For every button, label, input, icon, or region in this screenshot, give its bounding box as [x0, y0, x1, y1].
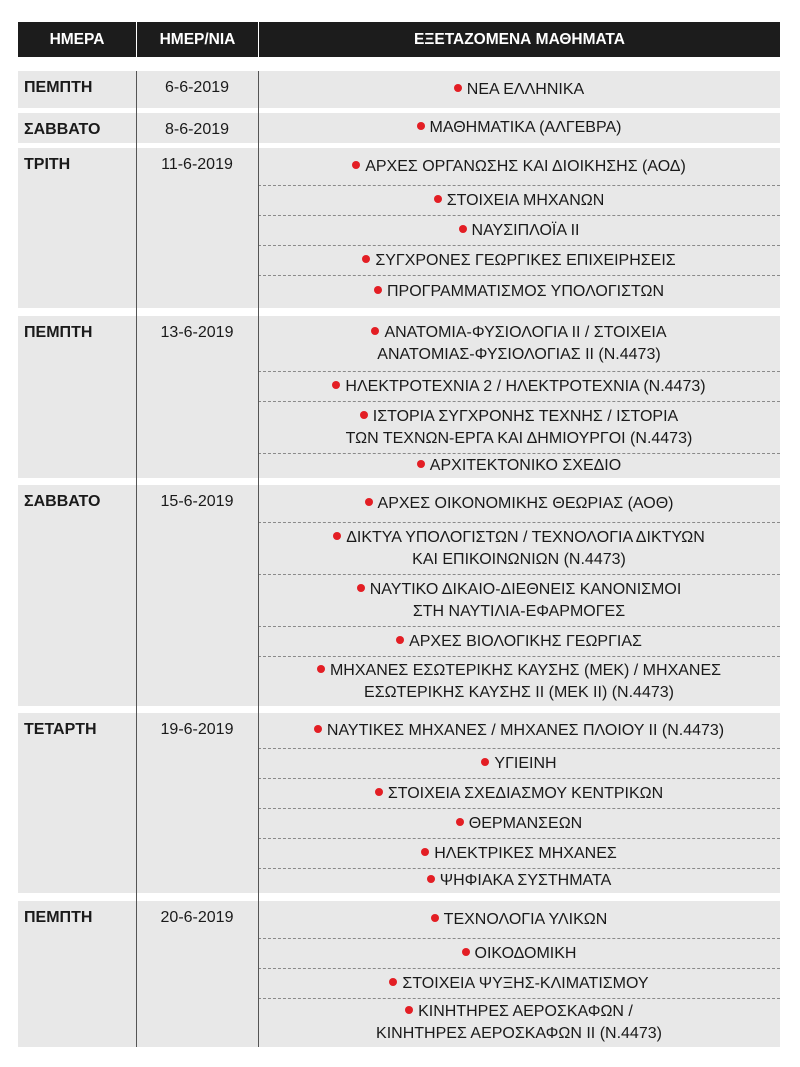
subject-text: ΗΛΕΚΤΡΟΤΕΧΝΙΑ 2 / ΗΛΕΚΤΡΟΤΕΧΝΙΑ (Ν.4473) [345, 377, 706, 395]
subject-line [427, 870, 612, 892]
bullet-icon [374, 286, 382, 294]
exam-date: 11-6-2019 [161, 156, 233, 173]
subject-text: ΗΛΕΚΤΡΙΚΕΣ ΜΗΧΑΝΕΣ [434, 844, 617, 862]
bullet-icon [357, 584, 365, 592]
day-group [18, 485, 780, 706]
bullet-icon [427, 875, 435, 883]
subject-line [352, 156, 686, 178]
subject-item [258, 656, 780, 706]
subject-line [346, 428, 693, 450]
subject-item [258, 868, 780, 893]
bullet-icon [454, 84, 462, 92]
exam-schedule-table [18, 71, 780, 1047]
bullet-icon [314, 725, 322, 733]
subject-text: ΣΤΗ ΝΑΥΤΙΛΙΑ-ΕΦΑΡΜΟΓΕΣ [412, 602, 626, 620]
subject-text: ΝΑΥΤΙΚΕΣ ΜΗΧΑΝΕΣ / ΜΗΧΑΝΕΣ ΠΛΟΙΟΥ ΙΙ (Ν.4473) [326, 721, 725, 739]
exam-date: 6-6-2019 [164, 79, 230, 96]
subjects-list [258, 485, 780, 706]
subject-item [258, 748, 780, 778]
subject-text: ΚΙΝΗΤΗΡΕΣ ΑΕΡΟΣΚΑΦΩΝ / [418, 1003, 633, 1020]
day-name: ΠΕΜΠΤΗ [24, 79, 93, 96]
subject-text: ΚΙΝΗΤΗΡΕΣ ΑΕΡΟΣΚΑΦΩΝ ΙΙ (Ν.4473) [376, 1025, 662, 1042]
subject-text: ΜΑΘΗΜΑΤΙΚΑ (ΑΛΓΕΒΡΑ) [429, 119, 622, 136]
subject-text: ΚΑΙ ΕΠΙΚΟΙΝΩΝΙΩΝ (Ν.4473) [412, 550, 626, 568]
subject-text: ΔΙΚΤΥΑ ΥΠΟΛΟΓΙΣΤΩΝ / ΤΕΧΝΟΛΟΓΙΑ ΔΙΚΤΥΩΝ [346, 528, 705, 546]
subject-item [258, 968, 780, 998]
bullet-icon [360, 411, 368, 419]
bullet-icon [375, 788, 383, 796]
column-divider [258, 71, 259, 1047]
bullet-icon [352, 161, 360, 169]
day-group [18, 148, 780, 308]
subject-line [417, 117, 622, 139]
subject-line [417, 455, 621, 477]
subject-text: ΕΣΩΤΕΡΙΚΗΣ ΚΑΥΣΗΣ ΙΙ (ΜΕΚ ΙΙ) (Ν.4473) [364, 683, 674, 701]
bullet-icon [365, 498, 373, 506]
bullet-icon [317, 665, 325, 673]
subject-item [258, 215, 780, 245]
exam-date: 8-6-2019 [164, 121, 230, 138]
subject-item [258, 522, 780, 574]
subjects-list [258, 901, 780, 1047]
bullet-icon [396, 636, 404, 644]
subject-text: ΝΑΥΤΙΚΟ ΔΙΚΑΙΟ-ΔΙΕΘΝΕΙΣ ΚΑΝΟΝΙΣΜΟΙ [369, 580, 682, 598]
bullet-icon [421, 848, 429, 856]
subject-item [258, 185, 780, 215]
subject-line [346, 406, 693, 428]
subject-text: ΤΕΧΝΟΛΟΓΙΑ ΥΛΙΚΩΝ [443, 910, 608, 928]
subject-item [258, 316, 780, 371]
subject-item [258, 574, 780, 626]
subject-line [317, 660, 721, 682]
bullet-icon [431, 914, 439, 922]
subject-text: ΣΤΟΙΧΕΙΑ ΨΥΞΗΣ-ΚΛΙΜΑΤΙΣΜΟΥ [402, 974, 649, 992]
subject-line [376, 1001, 662, 1023]
subject-item [258, 275, 780, 308]
subject-item [258, 713, 780, 748]
subject-item [258, 453, 780, 478]
subject-line [389, 973, 648, 995]
subject-line [333, 549, 705, 571]
subject-line [371, 322, 666, 344]
subject-text: ΙΣΤΟΡΙΑ ΣΥΓΧΡΟΝΗΣ ΤΕΧΝΗΣ / ΙΣΤΟΡΙΑ [372, 407, 679, 425]
subject-text: ΟΙΚΟΔΟΜΙΚΗ [474, 944, 577, 962]
bullet-icon [405, 1006, 413, 1014]
day-group [18, 713, 780, 893]
subjects-list [258, 148, 780, 308]
subject-text: ΝΑΥΣΙΠΛΟΪΑ ΙΙ [471, 221, 580, 239]
subject-text: ΤΩΝ ΤΕΧΝΩΝ-ΕΡΓΑ ΚΑΙ ΔΗΜΙΟΥΡΓΟΙ (Ν.4473) [345, 429, 693, 447]
subject-item [258, 901, 780, 938]
subject-line [333, 527, 705, 549]
subject-item [258, 485, 780, 522]
subject-line [357, 579, 682, 601]
subject-line [375, 783, 663, 805]
day-name: ΤΕΤΑΡΤΗ [24, 721, 97, 738]
subject-text: ΨΗΦΙΑΚΑ ΣΥΣΤΗΜΑΤΑ [439, 872, 612, 889]
day-group [18, 316, 780, 478]
exam-date: 19-6-2019 [160, 721, 234, 738]
subject-item [258, 838, 780, 868]
table-header [18, 22, 780, 57]
bullet-icon [481, 758, 489, 766]
bullet-icon [459, 225, 467, 233]
subject-line [396, 631, 642, 653]
subject-text: ΑΝΑΤΟΜΙΑΣ-ΦΥΣΙΟΛΟΓΙΑΣ ΙΙ (Ν.4473) [377, 345, 661, 363]
subject-text: ΑΡΧΕΣ ΒΙΟΛΟΓΙΚΗΣ ΓΕΩΡΓΙΑΣ [409, 632, 642, 650]
subject-line [357, 601, 682, 623]
bullet-icon [371, 327, 379, 335]
bullet-icon [417, 122, 425, 130]
subject-line [365, 493, 674, 515]
bullet-icon [389, 978, 397, 986]
exam-date: 15-6-2019 [160, 493, 234, 510]
subject-text: ΑΡΧΕΣ ΟΙΚΟΝΟΜΙΚΗΣ ΘΕΩΡΙΑΣ (ΑΟΘ) [377, 494, 674, 512]
bullet-icon [462, 948, 470, 956]
subject-text: ΣΥΓΧΡΟΝΕΣ ΓΕΩΡΓΙΚΕΣ ΕΠΙΧΕΙΡΗΣΕΙΣ [375, 251, 676, 269]
subject-line [459, 220, 580, 242]
exam-date: 20-6-2019 [160, 909, 234, 926]
day-name: ΣΑΒΒΑΤΟ [24, 493, 101, 510]
header-subjects: ΕΞΕΤΑΖΟΜΕΝΑ ΜΑΘΗΜΑΤΑ [258, 22, 780, 57]
subjects-list [258, 71, 780, 108]
day-name: ΤΡΙΤΗ [24, 156, 71, 173]
bullet-icon [456, 818, 464, 826]
day-name: ΣΑΒΒΑΤΟ [24, 121, 101, 138]
subject-item [258, 245, 780, 275]
subject-text: ΑΝΑΤΟΜΙΑ-ΦΥΣΙΟΛΟΓΙΑ ΙΙ / ΣΤΟΙΧΕΙΑ [384, 323, 667, 341]
day-name: ΠΕΜΠΤΗ [24, 909, 93, 926]
day-group [18, 71, 780, 108]
subject-item [258, 808, 780, 838]
header-date: ΗΜΕΡ/ΝΙΑ [136, 22, 258, 57]
subject-item [258, 113, 780, 143]
subjects-list [258, 316, 780, 478]
subject-line [332, 376, 705, 398]
subject-item [258, 401, 780, 453]
subject-text: ΝΕΑ ΕΛΛΗΝΙΚΑ [466, 80, 585, 98]
subject-line [454, 79, 584, 101]
subject-text: ΑΡΧΙΤΕΚΤΟΝΙΚΟ ΣΧΕΔΙΟ [429, 457, 622, 474]
subject-line [314, 720, 724, 742]
bullet-icon [362, 255, 370, 263]
subject-text: ΑΡΧΕΣ ΟΡΓΑΝΩΣΗΣ ΚΑΙ ΔΙΟΙΚΗΣΗΣ (ΑΟΔ) [365, 157, 686, 175]
day-group [18, 113, 780, 143]
subject-line [431, 909, 608, 931]
exam-date: 13-6-2019 [160, 324, 234, 341]
bullet-icon [417, 460, 425, 468]
bullet-icon [434, 195, 442, 203]
bullet-icon [333, 532, 341, 540]
subject-text: ΘΕΡΜΑΝΣΕΩΝ [468, 814, 583, 832]
subject-line [374, 281, 664, 303]
subject-text: ΜΗΧΑΝΕΣ ΕΣΩΤΕΡΙΚΗΣ ΚΑΥΣΗΣ (ΜΕΚ) / ΜΗΧΑΝΕΣ [329, 661, 722, 679]
subject-line [371, 344, 666, 366]
subject-line [421, 843, 617, 865]
subject-line [462, 943, 577, 965]
subject-line [456, 813, 582, 835]
subject-item [258, 371, 780, 401]
subject-line [376, 1023, 662, 1045]
subject-text: ΠΡΟΓΡΑΜΜΑΤΙΣΜΟΣ ΥΠΟΛΟΓΙΣΤΩΝ [386, 283, 665, 300]
header-day: ΗΜΕΡΑ [49, 30, 105, 48]
subject-item [258, 938, 780, 968]
subjects-list [258, 113, 780, 143]
subject-item [258, 626, 780, 656]
subject-text: ΣΤΟΙΧΕΙΑ ΜΗΧΑΝΩΝ [446, 191, 605, 209]
subject-text: ΥΓΙΕΙΝΗ [494, 754, 557, 772]
subject-line [434, 190, 605, 212]
subject-item [258, 778, 780, 808]
column-divider [136, 71, 137, 1047]
subject-line [481, 753, 556, 775]
subjects-list [258, 713, 780, 893]
subject-item [258, 998, 780, 1047]
subject-item [258, 71, 780, 108]
day-group [18, 901, 780, 1047]
day-name: ΠΕΜΠΤΗ [24, 324, 93, 341]
subject-line [362, 250, 675, 272]
bullet-icon [332, 381, 340, 389]
subject-item [258, 148, 780, 185]
subject-line [317, 682, 721, 704]
subject-text: ΣΤΟΙΧΕΙΑ ΣΧΕΔΙΑΣΜΟΥ ΚΕΝΤΡΙΚΩΝ [387, 784, 664, 802]
